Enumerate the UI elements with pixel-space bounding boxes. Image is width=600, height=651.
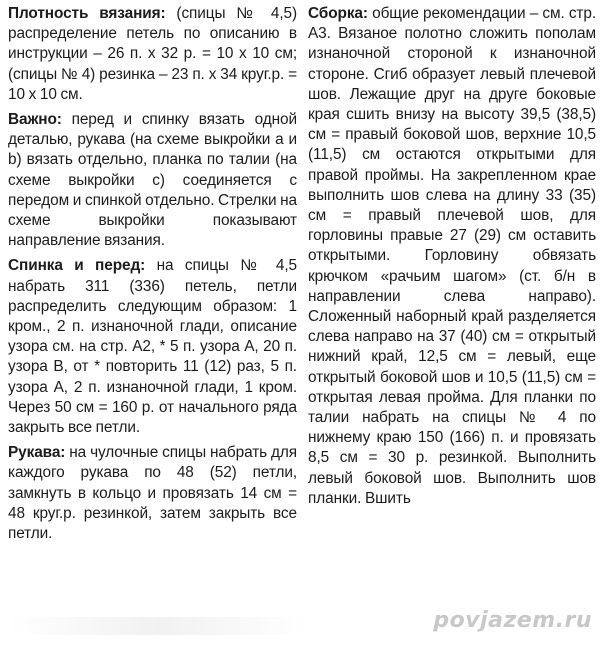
- important-heading: Важно:: [8, 111, 62, 129]
- assembly-paragraph: [308, 4, 596, 509]
- assembly-heading: Сборка:: [308, 5, 368, 22]
- back-front-heading: Спинка и перед:: [8, 257, 146, 275]
- faint-background-band: [8, 617, 308, 635]
- assembly-text: общие рекомендации – см. стр. А3. Вязаное полотно сложить пополам изнаночной стороной к изнаночной стороне. Сгиб образует левый плечевой шов. Лежащие друг на друге боковые края сшить внизу на высоту 39,5 (38,5) см = правый боковой шов, верхние 10,5 (11,5) см остаются открытыми для правой проймы. На закрепленном крае выполнить шов слева на длину 33 (35) см = правый плечевой шов, для горловины правые 27 (29) см оставить открытыми. Горловину обвязать крючком «рачьим шагом» (ст. б/н в направлении слева направо). Сложенный наборный край разделяется слева направо на 37 (40) см = открытый нижний край, 12,5 см = левый, еще открытый боковой шов и 10,5 (11,5) см = открытая левая пройма. Для планки по талии набрать на спицы № 4 по нижнему краю 150 (166) п. и провязать 8,5 см = 30 р. резинкой. Выполнить левый боковой шов. Выполнить шов планки. Вшить: [308, 5, 596, 507]
- density-paragraph: [8, 4, 297, 105]
- left-column: [8, 4, 297, 549]
- density-text: (спицы № 4,5) распределение петель по описанию в инструкции – 26 п. х 32 р. = 10 х 10 см; (спицы № 4) резинка – 23 п. х 34 круг.р. = 10 х 10 см.: [8, 5, 297, 103]
- sleeves-paragraph: [8, 443, 297, 544]
- important-paragraph: [8, 110, 297, 251]
- sleeves-heading: Рукава:: [8, 444, 66, 462]
- important-text: перед и спинку вязать одной деталью, рукава (на схеме выкройки a и b) вязать отдельно, планка по талии (на схеме выкройки с) соединяется с передом и спинкой отдельно. Стрелки на схеме выкройки показывают направление вязания.: [8, 111, 297, 250]
- right-column: [308, 4, 596, 514]
- back-front-paragraph: [8, 256, 297, 438]
- density-heading: Плотность вязания:: [8, 5, 166, 22]
- site-watermark: povjazem.ru: [433, 608, 592, 633]
- sleeves-text: на чулочные спицы набрать для каждого рукава по 48 (52) петли, замкнуть в кольцо и провязать 14 см = 48 круг.р. резинкой, затем закрыть все петли.: [8, 444, 297, 543]
- back-front-text: на спицы № 4,5 набрать 311 (336) петель, петли распределить следующим образом: 1 кром., 2 п. изнаночной глади, описание узора см. на стр. А2, * 5 п. узора А, 20 п. узора В, от * повторить 11 (12) раз, 5 п. узора А, 2 п. изнаночной глади, 1 кром. Через 50 см = 160 р. от начального ряда закрыть все петли.: [8, 257, 298, 437]
